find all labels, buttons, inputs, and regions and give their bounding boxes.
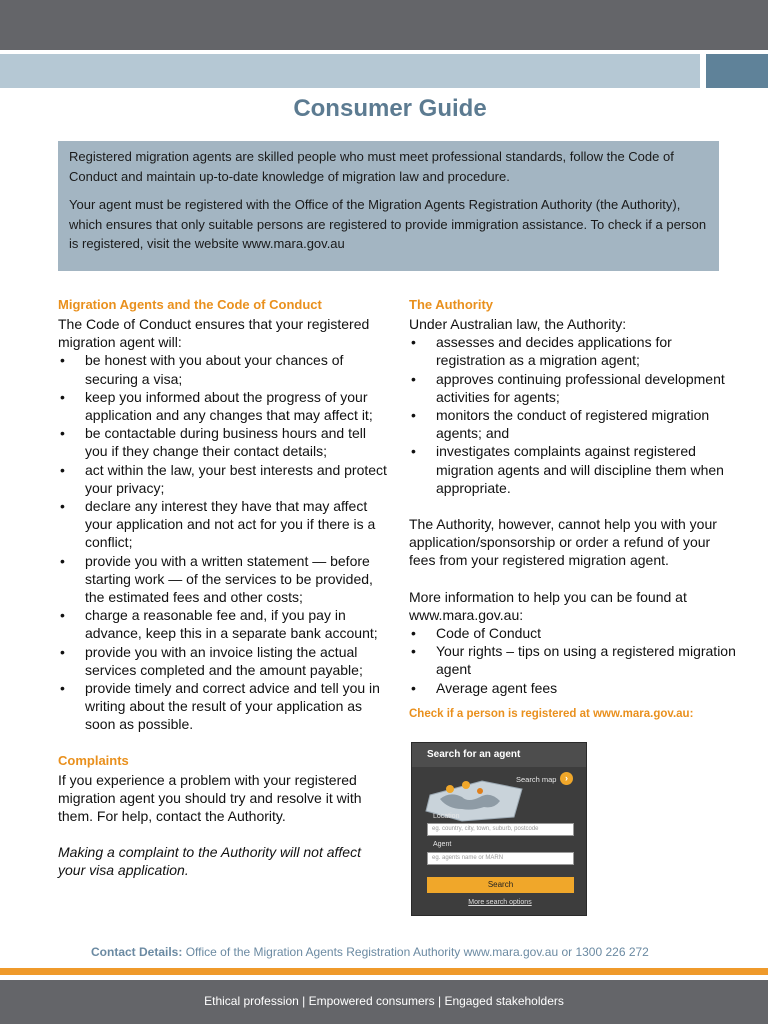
authority-heading: The Authority (409, 297, 494, 312)
agent-search-widget (411, 742, 587, 916)
code-of-conduct-list (58, 351, 388, 733)
bullet-icon: • (60, 425, 65, 442)
search-map-label: Search map (516, 775, 557, 784)
header-bar (0, 0, 768, 50)
contact-label: Contact Details: (91, 945, 183, 959)
location-input[interactable]: eg. country, city, town, suburb, postcode (427, 823, 574, 836)
intro-box (58, 141, 719, 271)
list-item: • act within the law, your best interests and protect your privacy; (60, 461, 387, 496)
list-item: • provide timely and correct advice and tell you in writing about the result of your application as soon as possible. (60, 680, 380, 733)
list-item: • assesses and decides applications for registration as a migration agent; (411, 334, 672, 369)
agent-label: Agent (433, 841, 452, 848)
list-item: • approves continuing professional development activities for agents; (411, 370, 725, 405)
location-label: Location (433, 813, 460, 820)
complaints-note: Making a complaint to the Authority will not affect your visa application. (58, 844, 361, 879)
list-item: • be honest with you about your chances of securing a visa; (60, 352, 344, 387)
code-of-conduct-heading: Migration Agents and the Code of Conduct (58, 297, 322, 312)
agent-input[interactable]: eg. agents name or MARN (427, 852, 574, 865)
code-of-conduct-intro: The Code of Conduct ensures that your registered migration agent will: (58, 316, 370, 351)
bullet-icon: • (60, 498, 65, 515)
list-item: • declare any interest they have that may affect your application and not act for you if there is a conflict; (60, 498, 376, 551)
footer-bar (0, 980, 768, 1024)
authority-limitations: The Authority, however, cannot help you with your application/sponsorship or order a refund of your fees from your registered migration agent. (409, 516, 717, 569)
bullet-icon: • (60, 461, 65, 478)
bullet-icon: • (411, 443, 416, 460)
authority-list (409, 333, 739, 497)
bullet-icon: • (60, 552, 65, 569)
list-item: • Code of Conduct (411, 625, 542, 642)
authority-intro: Under Australian law, the Authority: (409, 316, 627, 332)
list-item: • monitors the conduct of registered migration agents; and (411, 407, 710, 442)
left-column (58, 296, 388, 880)
list-item: • Average agent fees (411, 679, 558, 696)
bullet-icon: • (60, 352, 65, 369)
check-registration-line: Check if a person is registered at www.mara.gov.au: (409, 707, 694, 720)
bullet-icon: • (60, 388, 65, 405)
list-item: • Your rights – tips on using a registered migration agent (411, 643, 736, 678)
bullet-icon: • (60, 607, 65, 624)
right-column (409, 296, 739, 723)
complaints-text: If you experience a problem with your registered migration agent you should try and resolve it with them. For help, contact the Authority. (58, 771, 362, 825)
list-item: • charge a reasonable fee and, if you pay in advance, keep this in a separate bank account; (60, 607, 378, 642)
bullet-icon: • (60, 643, 65, 660)
bullet-icon: • (60, 680, 65, 697)
bullet-icon: • (411, 679, 416, 696)
complaints-heading: Complaints (58, 752, 129, 768)
list-item: • investigates complaints against registered migration agents and will discipline them when appropriate. (411, 443, 724, 496)
more-info-list (409, 624, 739, 697)
header-band (0, 54, 700, 88)
more-info-text: More information to help you can be found at www.mara.gov.au: (409, 588, 687, 623)
bullet-icon: • (411, 334, 416, 351)
list-item: • provide you with an invoice listing the actual services completed and the amount payable; (60, 643, 363, 678)
contact-details (91, 945, 761, 959)
list-item: • keep you informed about the progress of your application and any changes that may affect it; (60, 388, 373, 424)
intro-paragraph-2: Your agent must be registered with the Office of the Migration Agents Registration Authority (the Authority), which ensures that only suitable persons are registered to provide immigration assistance. To check if a person is registered, visit the website www.mara.gov.au (69, 197, 707, 251)
bullet-icon: • (411, 643, 416, 660)
search-map-button[interactable]: › (560, 772, 573, 785)
list-item: • be contactable during business hours and tell you if they change their contact details; (60, 425, 366, 460)
bullet-icon: • (411, 407, 416, 424)
header-band-accent (706, 54, 768, 88)
page-title: Consumer Guide (293, 95, 487, 122)
intro-paragraph-1: Registered migration agents are skilled people who must meet professional standards, follow the Code of Conduct and maintain up-to-date knowledge of migration law and procedure. (69, 149, 674, 184)
footer-accent-line (0, 968, 768, 975)
footer-tagline: Ethical profession | Empowered consumers | Engaged stakeholders (204, 994, 564, 1008)
list-item: • provide you with a written statement — before starting work — of the services to be provided, the estimated fees and other costs; (60, 552, 373, 606)
widget-title: Search for an agent (412, 743, 587, 767)
search-button[interactable]: Search (427, 877, 574, 893)
more-search-options-link[interactable]: More search options (468, 899, 532, 906)
bullet-icon: • (411, 625, 416, 642)
contact-text: Office of the Migration Agents Registration Authority www.mara.gov.au or 1300 226 272 (185, 945, 649, 959)
bullet-icon: • (411, 370, 416, 387)
